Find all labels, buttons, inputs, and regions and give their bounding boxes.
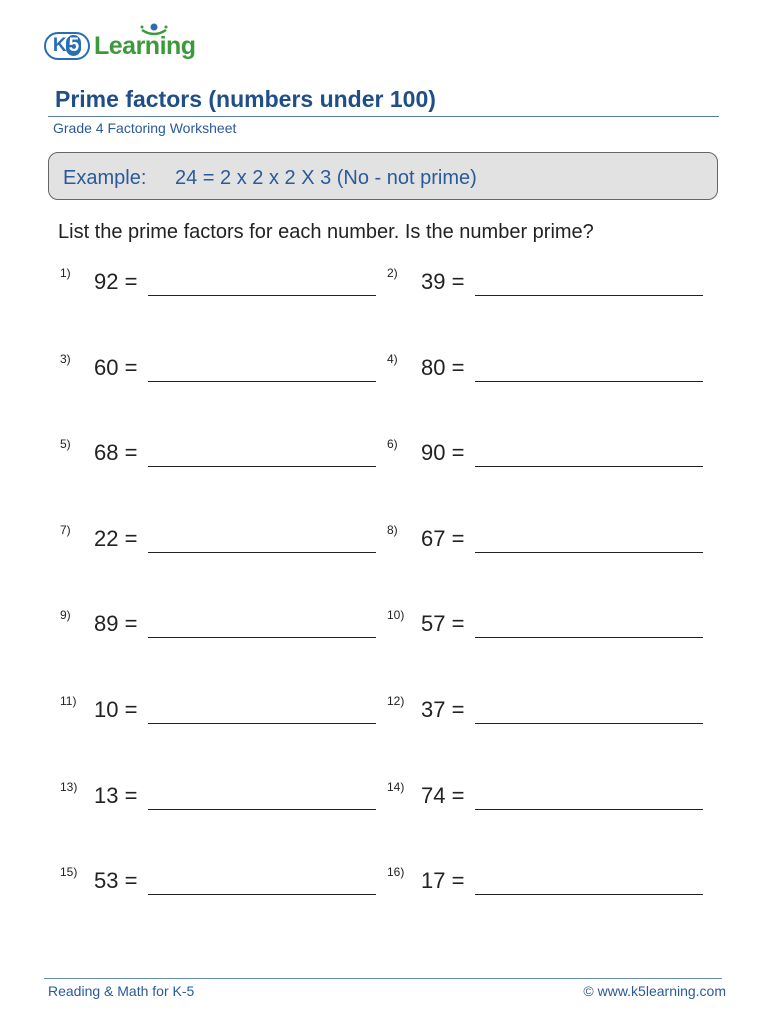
problem-expression: 74 = [421,782,465,808]
problem-item [60,865,390,905]
problem-expression: 92 = [94,269,138,294]
footer-divider [44,978,722,979]
person-icon [136,22,172,40]
problem-expression: 89 = [94,611,138,637]
problem-number: 1) [60,266,71,280]
problem-item [387,523,717,563]
k5-learning-logo [44,22,204,64]
problem-expression: 68 = [94,440,138,466]
problem-number: 3) [60,351,71,366]
answer-line[interactable] [148,295,376,296]
answer-line[interactable] [475,466,703,467]
problem-number: 10) [387,608,405,623]
problem-number: 2) [387,266,398,280]
problem-item [60,523,390,563]
logo-wordmark: Learning [94,32,196,60]
answer-line[interactable] [148,552,376,553]
problem-expression: 67 = [421,525,465,551]
example-label: Example: [63,167,147,189]
answer-line[interactable] [148,637,376,638]
problem-expression: 57 = [421,611,465,637]
problem-item [387,266,717,306]
k5-badge: K 5 [44,32,90,60]
problem-item [387,352,717,392]
answer-line[interactable] [475,809,703,810]
problem-item [387,780,717,820]
problem-expression: 22 = [94,525,138,551]
page-subtitle: Grade 4 Factoring Worksheet [53,120,237,136]
page-title: Prime factors (numbers under 100) [55,86,436,112]
problem-item [60,266,390,306]
problem-expression: 90 = [421,440,465,466]
problem-item [60,608,390,648]
problem-number: 5) [60,437,71,452]
problem-expression: 39 = [421,269,465,294]
footer-website: © www.k5learning.com [583,983,726,999]
example-box [48,152,718,200]
problem-number: 8) [387,522,398,537]
problem-expression: 60 = [94,354,138,380]
answer-line[interactable] [475,295,703,296]
answer-line[interactable] [475,381,703,382]
answer-line[interactable] [148,381,376,382]
problem-number: 16) [387,865,405,880]
title-divider [48,116,719,117]
answer-line[interactable] [475,637,703,638]
problem-expression: 53 = [94,868,138,894]
footer-tagline: Reading & Math for K-5 [48,983,195,999]
problem-item [387,694,717,734]
answer-line[interactable] [148,466,376,467]
problem-expression: 80 = [421,354,465,380]
answer-line[interactable] [475,723,703,724]
problem-item [60,780,390,820]
answer-line[interactable] [475,552,703,553]
problem-item [387,865,717,905]
example-value: 24 = 2 x 2 x 2 X 3 (No - not prime) [175,167,477,189]
instructions-text: List the prime factors for each number. Is the number prime? [58,221,594,243]
problem-number: 9) [60,608,71,623]
answer-line[interactable] [148,809,376,810]
problem-number: 6) [387,437,398,452]
problem-number: 13) [60,779,78,794]
answer-line[interactable] [475,894,703,895]
problem-item [60,437,390,477]
problem-number: 15) [60,865,78,880]
problem-expression: 13 = [94,782,138,808]
problem-item [60,352,390,392]
problem-item [60,694,390,734]
problem-expression: 37 = [421,697,465,722]
problem-item [387,437,717,477]
problem-number: 4) [387,351,398,366]
problem-item [387,608,717,648]
problem-number: 12) [387,694,405,708]
answer-line[interactable] [148,894,376,895]
problem-number: 14) [387,779,405,794]
problem-number: 7) [60,522,71,537]
problem-expression: 10 = [94,697,138,722]
problem-number: 11) [60,694,77,708]
answer-line[interactable] [148,723,376,724]
problem-expression: 17 = [421,868,465,894]
